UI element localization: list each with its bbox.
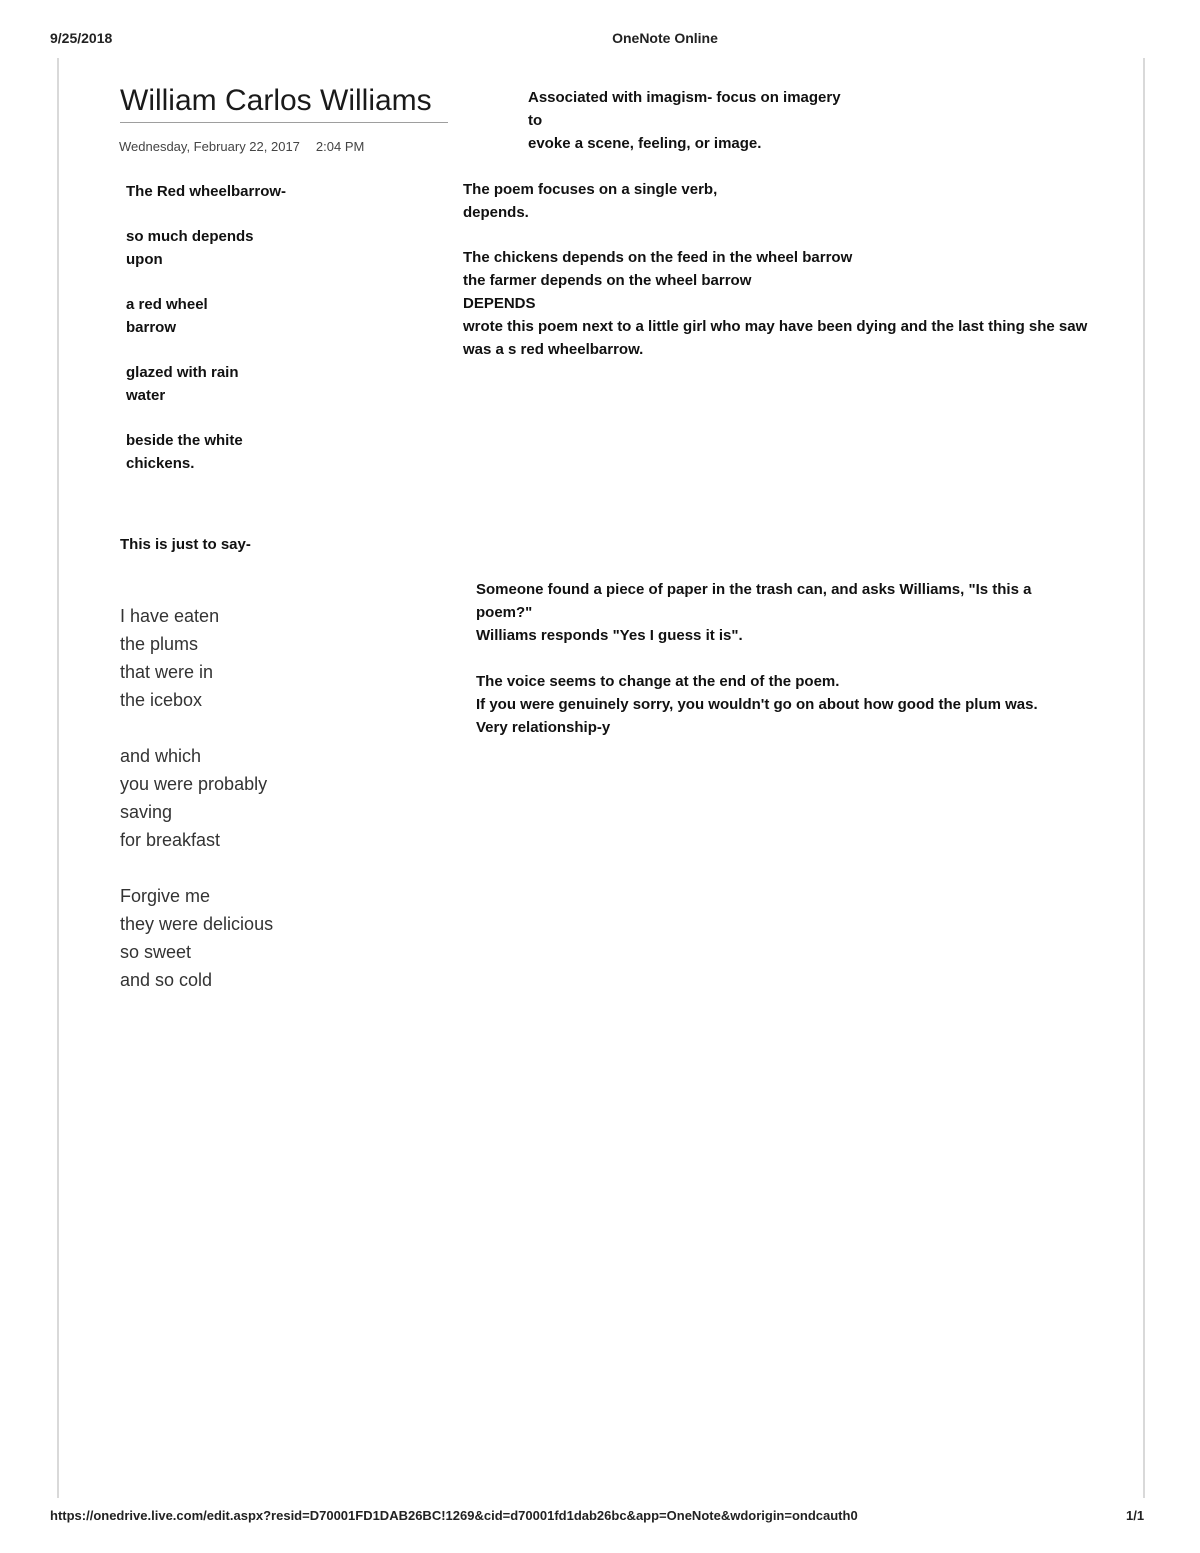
note-line: DEPENDS <box>463 295 536 312</box>
poem-line: water <box>126 387 166 404</box>
poem-line: glazed with rain <box>126 364 239 381</box>
red-wheelbarrow-title: The Red wheelbarrow- <box>126 183 287 200</box>
note-line: the farmer depends on the wheel barrow <box>463 272 752 289</box>
page-title: William Carlos Williams <box>120 84 448 123</box>
poem-line: barrow <box>126 319 177 336</box>
poem-line: Forgive me <box>120 886 211 906</box>
note-line: The chickens depends on the feed in the wheel barrow <box>463 249 853 266</box>
just-to-say-poem <box>120 602 273 994</box>
print-page-number: 1/1 <box>1126 1508 1145 1523</box>
note-line: to <box>528 112 543 129</box>
print-url: https://onedrive.live.com/edit.aspx?resid=D70001FD1DAB26BC!1269&cid=d70001fd1dab26bc&app=OneNote&wdorigin=ondcauth0 <box>50 1508 858 1523</box>
page-time: 2:04 PM <box>315 139 365 154</box>
note-imagism <box>528 86 841 155</box>
poem-line: for breakfast <box>120 830 221 850</box>
note-line: If you were genuinely sorry, you wouldn't go on about how good the plum was. <box>476 696 1038 713</box>
note-wheelbarrow-analysis <box>463 178 1087 361</box>
poem-line: so sweet <box>120 942 192 962</box>
poem-line: that were in <box>120 662 214 682</box>
poem-line: upon <box>126 251 163 268</box>
poem-line: and which <box>120 746 202 766</box>
note-just-to-say-analysis <box>476 578 1038 739</box>
note-line: poem?" <box>476 604 533 621</box>
page-meta <box>119 139 364 154</box>
note-line: Someone found a piece of paper in the trash can, and asks Williams, "Is this a <box>476 581 1032 598</box>
note-line: was a s red wheelbarrow. <box>463 341 644 358</box>
print-date: 9/25/2018 <box>50 30 113 46</box>
page-border-right <box>1143 58 1145 1498</box>
poem-line: saving <box>120 802 173 822</box>
note-line: wrote this poem next to a little girl who may have been dying and the last thing she saw <box>463 318 1088 335</box>
note-line: Associated with imagism- focus on imagery <box>528 89 841 106</box>
poem-line: so much depends <box>126 228 254 245</box>
page-date: Wednesday, February 22, 2017 <box>119 139 300 154</box>
poem-line: the plums <box>120 634 199 654</box>
red-wheelbarrow-poem <box>126 225 254 475</box>
note-line: depends. <box>463 204 529 221</box>
poem-line: chickens. <box>126 455 195 472</box>
poem-line: beside the white <box>126 432 243 449</box>
poem-line: I have eaten <box>120 606 220 626</box>
poem-line: and so cold <box>120 970 213 990</box>
note-line: evoke a scene, feeling, or image. <box>528 135 762 152</box>
note-line: Very relationship-y <box>476 719 611 736</box>
note-line: The voice seems to change at the end of the poem. <box>476 673 840 690</box>
poem-line: they were delicious <box>120 914 274 934</box>
poem-line: a red wheel <box>126 296 208 313</box>
note-line: Williams responds "Yes I guess it is". <box>476 627 743 644</box>
poem-line: the icebox <box>120 690 203 710</box>
just-to-say-title: This is just to say- <box>120 536 251 553</box>
print-app-title: OneNote Online <box>612 30 718 46</box>
note-line: The poem focuses on a single verb, <box>463 181 718 198</box>
page-border-left <box>57 58 59 1498</box>
poem-line: you were probably <box>120 774 268 794</box>
